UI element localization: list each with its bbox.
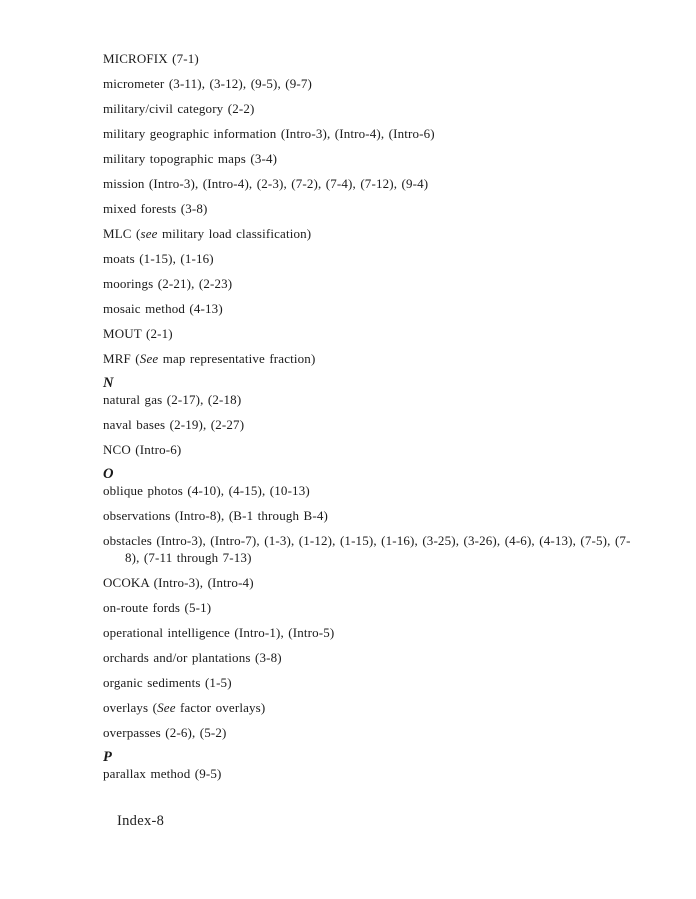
- entry-text: map representative fraction): [158, 351, 316, 366]
- entry-text: obstacles (Intro-3), (Intro-7), (1-3), (1-12), (1-15), (1-16), (3-25), (3-26), (4-6), (4-13), (7-5), (7-8), (7-11 through 7-13): [103, 533, 631, 565]
- entry-text: parallax method (9-5): [103, 766, 222, 781]
- entry-text: overlays (: [103, 700, 158, 715]
- index-entry: [103, 441, 633, 458]
- index-entry: [103, 125, 633, 142]
- entry-text: on-route fords (5-1): [103, 600, 212, 615]
- entry-text: moorings (2-21), (2-23): [103, 276, 233, 291]
- entry-text: operational intelligence (Intro-1), (Intro-5): [103, 625, 335, 640]
- index-entry: [103, 150, 633, 167]
- entry-cross-reference: see: [140, 226, 158, 241]
- entry-text: military topographic maps (3-4): [103, 151, 278, 166]
- index-entry: [103, 50, 633, 67]
- index-entry: [103, 325, 633, 342]
- entry-text: mosaic method (4-13): [103, 301, 223, 316]
- section-letter: N: [103, 375, 114, 391]
- index-entry: [103, 391, 633, 408]
- page-number: Index-8: [117, 813, 165, 829]
- entry-text: oblique photos (4-10), (4-15), (10-13): [103, 483, 310, 498]
- section-letter: P: [103, 749, 112, 765]
- entry-text: observations (Intro-8), (B-1 through B-4): [103, 508, 328, 523]
- index-content: [103, 50, 633, 790]
- index-entry: [103, 75, 633, 92]
- entry-cross-reference: See: [157, 700, 176, 715]
- index-entry: [103, 100, 633, 117]
- index-entry: [103, 275, 633, 292]
- entry-text: factor overlays): [175, 700, 266, 715]
- index-entry: [103, 765, 633, 782]
- entry-text: military/civil category (2-2): [103, 101, 255, 116]
- entry-text: MICROFIX (7-1): [103, 51, 199, 66]
- index-entry: [103, 674, 633, 691]
- entry-text: overpasses (2-6), (5-2): [103, 725, 227, 740]
- index-entry: [103, 532, 633, 566]
- entry-cross-reference: See: [139, 351, 159, 366]
- index-entry: [103, 350, 633, 367]
- section-letter: O: [103, 466, 114, 482]
- entry-text: MLC (: [103, 226, 141, 241]
- index-entry: [103, 649, 633, 666]
- entry-text: mixed forests (3-8): [103, 201, 208, 216]
- index-entry: [103, 574, 633, 591]
- index-entry: [103, 200, 633, 217]
- entry-text: mission (Intro-3), (Intro-4), (2-3), (7-2), (7-4), (7-12), (9-4): [103, 176, 429, 191]
- index-entry: [103, 416, 633, 433]
- index-entry: [103, 699, 633, 716]
- index-entry: [103, 599, 633, 616]
- entry-text: military load classification): [157, 226, 312, 241]
- entry-text: naval bases (2-19), (2-27): [103, 417, 245, 432]
- entry-text: military geographic information (Intro-3), (Intro-4), (Intro-6): [103, 126, 435, 141]
- entry-text: orchards and/or plantations (3-8): [103, 650, 282, 665]
- index-entry: [103, 225, 633, 242]
- index-entry: [103, 250, 633, 267]
- index-entry: [103, 300, 633, 317]
- entry-text: natural gas (2-17), (2-18): [103, 392, 242, 407]
- index-entry: [103, 175, 633, 192]
- index-entry: [103, 624, 633, 641]
- index-entry: [103, 482, 633, 499]
- entry-text: OCOKA (Intro-3), (Intro-4): [103, 575, 254, 590]
- entry-text: micrometer (3-11), (3-12), (9-5), (9-7): [103, 76, 312, 91]
- index-entry: [103, 724, 633, 741]
- entry-text: organic sediments (1-5): [103, 675, 232, 690]
- entry-text: moats (1-15), (1-16): [103, 251, 214, 266]
- entry-text: NCO (Intro-6): [103, 442, 182, 457]
- index-entry: [103, 507, 633, 524]
- entry-text: MOUT (2-1): [103, 326, 173, 341]
- entry-text: MRF (: [103, 351, 140, 366]
